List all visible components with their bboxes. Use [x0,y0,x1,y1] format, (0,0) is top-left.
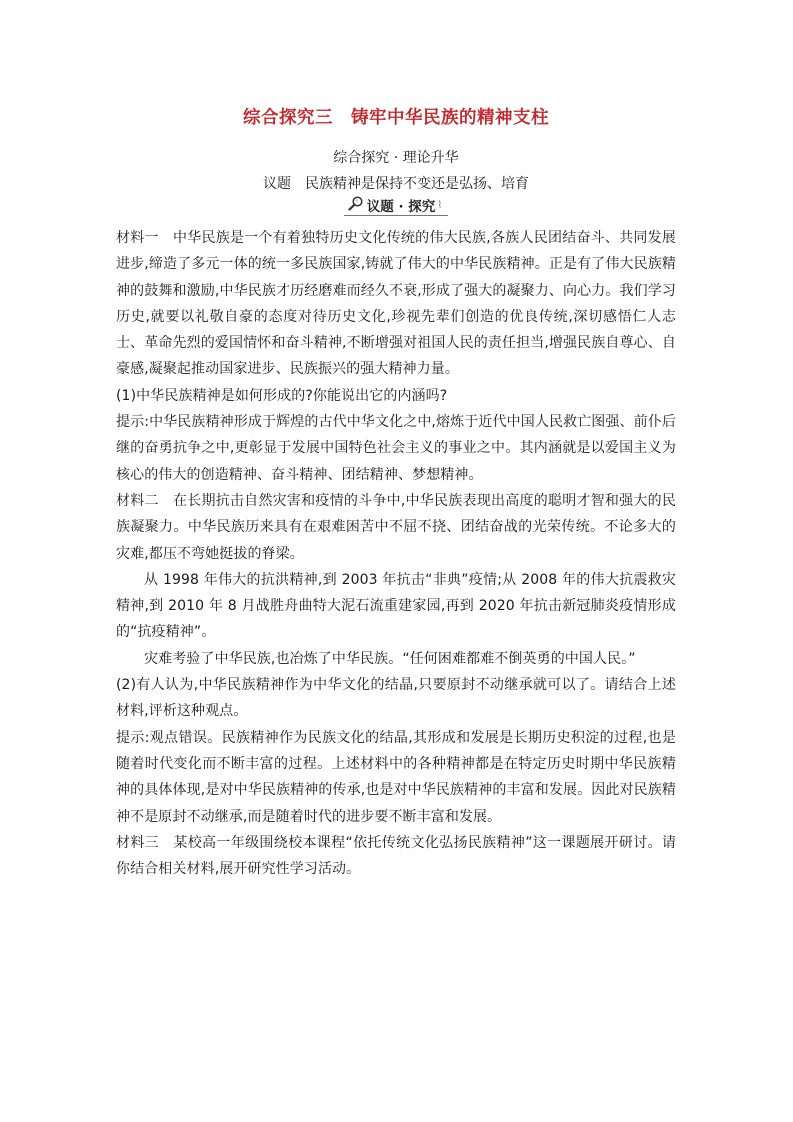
material-three: 材料三 某校高一年级围绕校本课程“依托传统文化弘扬民族精神”这一课题展开研讨。请你结合相关材料,展开研究性学习活动。 [116,834,676,878]
page-subtitle: 综合探究 · 理论升华 [333,150,459,166]
section-badge-label: 议题 · 探究 [366,199,436,215]
topic-line: 议题 民族精神是保持不变还是弘扬、培育 [263,176,529,192]
material-two-quote: 灾难考验了中华民族,也冶炼了中华民族。“任何困难都难不倒英勇的中国人民。” [144,650,636,667]
material-two: 材料二 在长期抗击自然灾害和疫情的斗争中,中华民族表现出高度的聪明才智和强大的民族凝聚力。中华民族历来具有在艰难困苦中不屈不挠、团结奋战的光荣传统。不论多大的灾难,都压不弯她挺拔的脊梁。 [116,492,676,562]
page-title: 综合探究三 铸牢中华民族的精神支柱 [243,108,549,128]
document-page [116,104,676,882]
magnifier-icon [348,195,367,215]
answer-one: 提示:中华民族精神形成于辉煌的古代中华文化之中,熔炼于近代中国人民救亡图强、前仆后继的奋勇抗争之中,更彰显于发展中国特色社会主义的事业之中。其内涵就是以爱国主义为核心的伟大的创造精神、奋斗精神、团结精神、梦想精神。 [116,414,676,483]
section-badge-row [116,195,676,217]
material-one: 材料一 中华民族是一个有着独特历史文化传统的伟大民族,各族人民团结奋斗、共同发展进步,缔造了多元一体的统一多民族国家,铸就了伟大的中华民族精神。正是有了伟大民族精神的鼓舞和激励,中华民族才历经磨难而经久不衰,形成了强大的凝聚力、向心力。我们学习历史,就要以礼敬自豪的态度对待历史文化,珍视先辈们创造的优良传统,深切感悟仁人志士、革命先烈的爱国情怀和奋斗精神,不断增强对祖国人民的责任担当,增强民族自尊心、自豪感,凝聚起推动国家进步、民族振兴的强大精神力量。 [116,230,676,378]
answer-two: 提示:观点错误。民族精神作为民族文化的结晶,其形成和发展是长期历史积淀的过程,也是随着时代变化而不断丰富的过程。上述材料中的各种精神都是在特定历史时期中华民族精神的具体体现,是对中华民族精神的传承,也是对中华民族精神的丰富和发展。因此对民族精神不是原封不动继承,而是随着时代的进步要不断丰富和发展。 [116,729,676,825]
question-one: (1)中华民族精神是如何形成的?你能说出它的内涵吗? [116,387,448,404]
material-two-detail: 从 1998 年伟大的抗洪精神,到 2003 年抗击“非典”疫情;从 2008 年的伟大抗震救灾精神,到 2010 年 8 月战胜舟曲特大泥石流重建家园,再到 2020 年抗击新冠肺炎疫情形成的“抗疫精神”。 [116,571,676,641]
section-badge [344,195,448,216]
question-two: (2)有人认为,中华民族精神作为中华文化的结晶,只要原封不动继承就可以了。请结合上述材料,评析这种观点。 [116,677,676,720]
badge-tail-decoration: ⌇ [437,199,443,211]
